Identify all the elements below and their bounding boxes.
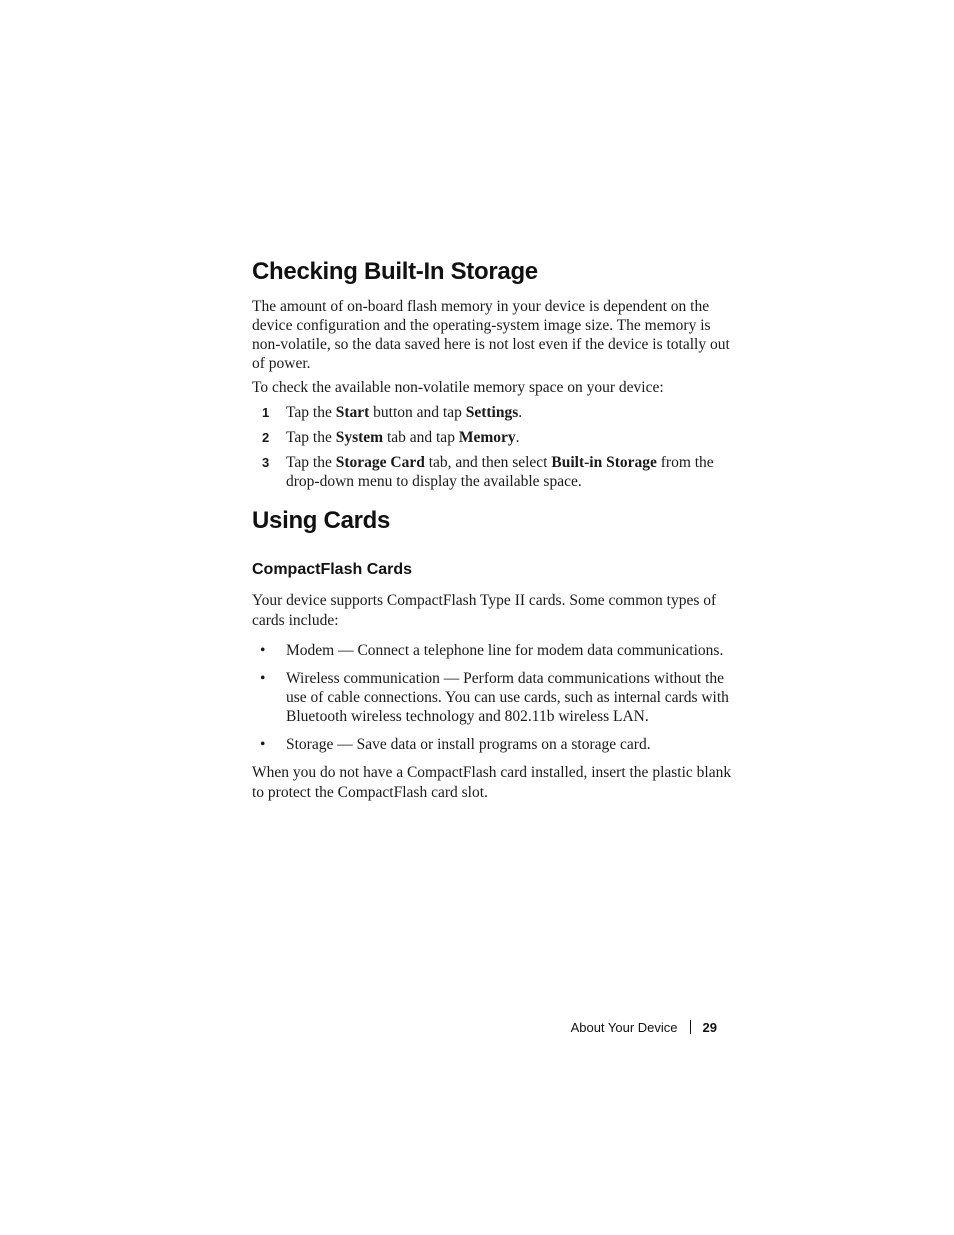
step-3 [252, 453, 732, 491]
step-number: 2 [262, 430, 270, 445]
paragraph-check-memory-intro: To check the available non-volatile memory space on your device: [252, 379, 664, 396]
step-text: Tap the Start button and tap Settings. [286, 404, 523, 421]
bullet-text: Wireless communication — Perform data communications without the use of cable connections. You can use cards, such as internal cards with Bluetooth wireless technology and 802.11b wireless LAN. [286, 670, 729, 725]
step-1 [252, 403, 732, 422]
paragraph-compactflash-intro: Your device supports CompactFlash Type II cards. Some common types of cards include: [252, 592, 717, 629]
bullet-item-wireless [252, 669, 732, 726]
bullet-text: Storage — Save data or install programs on a storage card. [286, 736, 651, 753]
ui-term: Settings [465, 404, 519, 421]
step-text: Tap the Storage Card tab, and then select Built-in Storage from the drop-down menu to display the available space. [286, 454, 714, 490]
footer-chapter: About Your Device [570, 1020, 678, 1035]
subsection-title-compactflash: CompactFlash Cards [252, 561, 413, 578]
bullet-marker: • [260, 736, 266, 753]
ui-term: Storage Card [335, 454, 425, 471]
bullet-text: Modem — Connect a telephone line for modem data communications. [286, 642, 724, 659]
ui-term: Built-in Storage [551, 454, 657, 471]
step-2 [252, 428, 732, 447]
step-text: Tap the System tab and tap Memory. [286, 429, 520, 446]
ui-term: Start [335, 404, 370, 421]
bullet-item-storage [252, 735, 732, 754]
section-title-checking-storage: Checking Built-In Storage [252, 258, 538, 285]
page-footer [520, 1020, 717, 1035]
paragraph-flash-memory: The amount of on-board flash memory in your device is dependent on the device configuration and the operating-system image size. The memory is non-volatile, so the data saved here is not lost even if the device is totally out of power. [252, 298, 730, 372]
ui-term: Memory [458, 429, 516, 446]
page-number: 29 [702, 1020, 717, 1035]
ui-term: System [335, 429, 384, 446]
bullet-item-modem [252, 641, 732, 660]
paragraph-plastic-blank: When you do not have a CompactFlash card installed, insert the plastic blank to protect the CompactFlash card slot. [252, 764, 732, 801]
footer-divider [690, 1020, 691, 1034]
bullet-marker: • [260, 642, 266, 659]
step-number: 1 [262, 405, 270, 420]
section-title-using-cards: Using Cards [252, 507, 391, 534]
step-number: 3 [262, 455, 270, 470]
bullet-marker: • [260, 670, 266, 687]
